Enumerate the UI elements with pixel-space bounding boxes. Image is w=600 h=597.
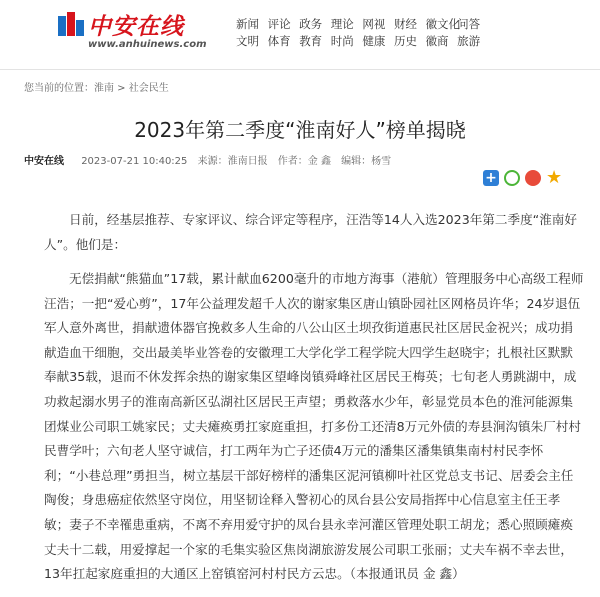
share-bar xyxy=(483,167,563,188)
main-nav xyxy=(236,17,489,48)
star-icon[interactable]: ★ xyxy=(546,167,563,188)
site-name: 中安在线 xyxy=(88,13,184,40)
nav-item[interactable]: 网视 xyxy=(362,17,386,31)
wechat-icon[interactable] xyxy=(504,170,520,186)
nav-item[interactable]: 历史 xyxy=(393,34,417,48)
nav-item[interactable]: 体育 xyxy=(267,34,291,48)
breadcrumb-path[interactable]: 淮南 > 社会民生 xyxy=(94,83,169,94)
article-paragraph-list: 无偿捐献“熊猫血”17载，累计献血6200毫升的市地方海事（港航）管理服务中心高级工程师汪浩；一把“爱心剪”，17年公益理发超千人次的谢家集区唐山镇卧园社区网格员许华；24岁退伍军人意外离世，捐献遗体器官挽救多人生命的八公山区土坝孜街道惠民社区居民金祝兴；成功捐献造血干细胞，交出最美毕业答卷的安徽理工大学化学工程学院大四学生赵晓宇；扎根社区默默奉献35载，退而不休发挥余热的谢家集区望峰岗镇舜峰社区居民王梅英；七旬老人勇跳湖中，成功救起溺水男子的淮南高新区弘湖社区居民王声望；勇救落水少年，彰显党员本色的淮河能源集团煤业公司职工姚家民；丈夫瘫痪勇扛家庭重担，打多份工还清8万元外债的寿县涧沟镇朱厂村村民曹学叶；六旬老人坚守诚信，打工两年为亡子还债4万元的潘集区潘集镇集南村村民李怀利；“小巷总理”勇担当，树立基层干部好榜样的潘集区泥河镇柳叶社区党总支书记、居委会主任陶俊；身患癌症依然坚守岗位，用坚韧诠释入警初心的凤台县公安局指挥中心信息室主任王孝敏；妻子不幸罹患重病，不离不弃用爱守护的凤台县永幸河灌区管理处职工胡龙；悉心照顾瘫痪丈夫十二载，用爱撑起一个家的毛集实验区焦岗湖旅游发展公司职工张丽；丈夫车祸不幸去世，13年扛起家庭重担的大通区上窑镇窑河村村民方云忠。（本报通讯员 金 鑫） xyxy=(44,271,584,582)
nav-item[interactable]: 文明 xyxy=(236,34,259,48)
nav-item[interactable]: 评论 xyxy=(267,17,291,31)
nav-item[interactable]: 财经 xyxy=(393,17,417,31)
article-meta xyxy=(24,152,398,167)
article-editor: 编辑：杨雪 xyxy=(341,156,392,167)
site-url: www.anhuinews.com xyxy=(88,39,207,50)
nav-item[interactable]: 时尚 xyxy=(330,34,354,48)
nav-item[interactable]: 健康 xyxy=(362,34,386,48)
publish-datetime: 2023-07-21 10:40:25 xyxy=(81,156,188,167)
article-source: 来源：淮南日报 xyxy=(197,156,268,167)
breadcrumb-label: 您当前的位置： xyxy=(24,83,94,94)
source-site: 中安在线 xyxy=(24,156,64,167)
nav-item[interactable]: 政务 xyxy=(299,17,323,31)
plus-icon[interactable]: + xyxy=(483,170,499,186)
nav-item[interactable]: 旅游 xyxy=(457,34,481,48)
weibo-icon[interactable] xyxy=(525,170,541,186)
header-divider xyxy=(0,69,600,70)
page-title: 2023年第二季度“淮南好人”榜单揭晓 xyxy=(134,118,466,142)
nav-item[interactable]: 问答 xyxy=(457,17,481,31)
nav-item[interactable]: 理论 xyxy=(330,17,354,31)
nav-item[interactable]: 教育 xyxy=(299,34,323,48)
site-header xyxy=(0,0,600,56)
article-author: 作者：金 鑫 xyxy=(277,156,331,167)
article-paragraph-intro: 日前，经基层推荐、专家评议、综合评定等程序，汪浩等14人入选2023年第二季度“淮南好人”。他们是： xyxy=(44,212,577,252)
nav-item[interactable]: 徽商 xyxy=(425,34,449,48)
logo-mark-icon xyxy=(58,10,84,38)
nav-item[interactable]: 新闻 xyxy=(236,17,259,31)
breadcrumb xyxy=(24,79,169,94)
nav-item[interactable]: 徽文化 xyxy=(425,17,461,31)
site-logo[interactable] xyxy=(58,8,207,54)
